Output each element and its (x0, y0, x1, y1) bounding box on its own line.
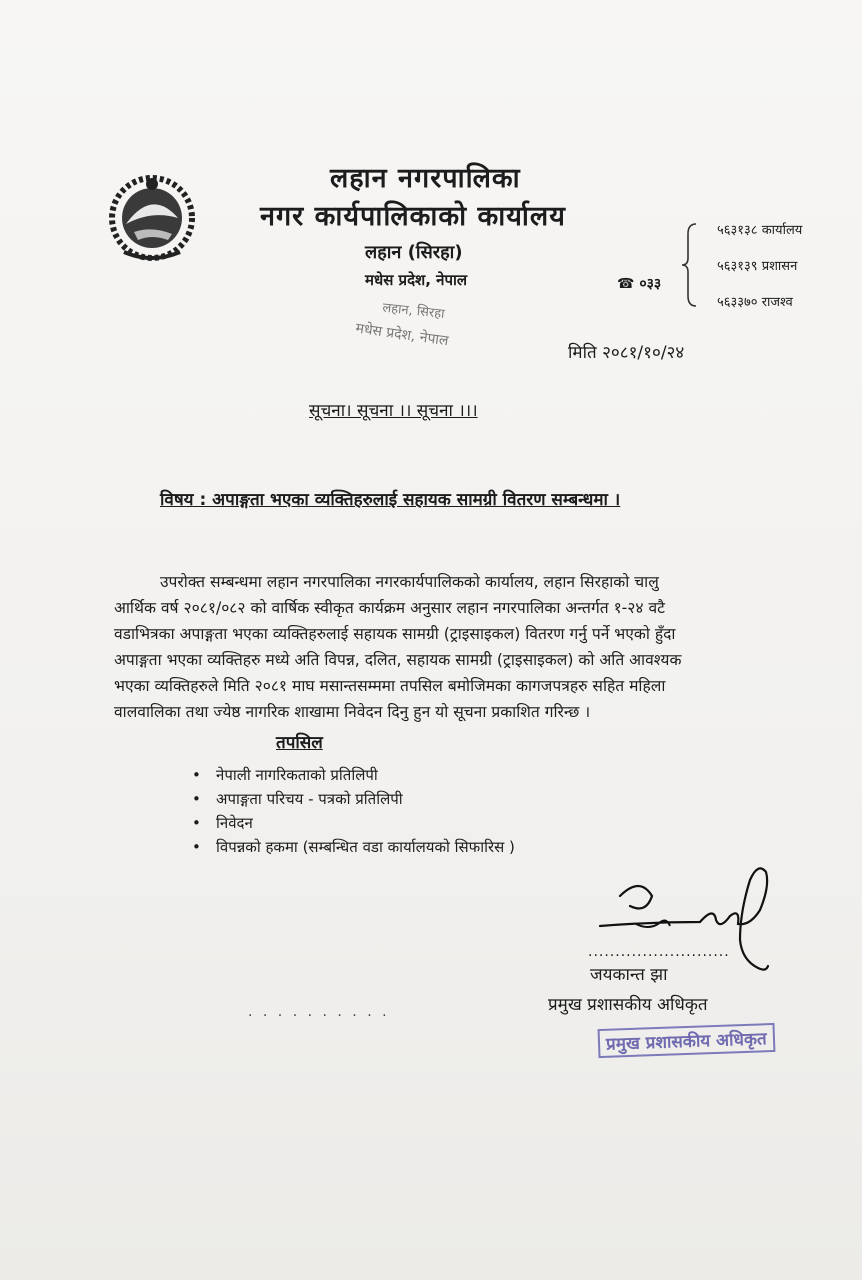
list-item: • अपाङ्गता परिचय - पत्रको प्रतिलिपी (190, 788, 515, 812)
office-place: लहान (सिरहा) (365, 242, 463, 263)
list-item: • नेपाली नागरिकताको प्रतिलिपी (190, 764, 515, 788)
body-line: भएका व्यक्तिहरुले मिति २०८१ माघ मसान्तसम्ममा तपसिल बमोजिमका कागजपत्रहरु सहित महिला (114, 677, 666, 695)
municipality-name: लहान नगरपालिका (330, 163, 521, 194)
signatory-title: प्रमुख प्रशासकीय अधिकृत (548, 995, 708, 1015)
tapsil-list (190, 764, 515, 860)
body-line: वालवालिका तथा ज्येष्ठ नागरिक शाखामा निवेदन दिनु हुन यो सूचना प्रकाशित गरिन्छ । (114, 703, 591, 721)
notice-subject: विषय : अपाङ्गता भएका व्यक्तिहरुलाई सहायक सामग्री वितरण सम्बन्धमा । (160, 490, 621, 510)
phone-admin: ५६३१३९ प्रशासन (717, 259, 798, 274)
list-item: • निवेदन (190, 812, 515, 836)
brace-icon (680, 222, 700, 308)
signatory-name: जयकान्त झा (590, 965, 668, 985)
phone-office: ५६३१३८ कार्यालय (717, 223, 803, 238)
footer-dots: . . . . . . . . . . (248, 1004, 390, 1020)
designation-stamp: प्रमुख प्रशासकीय अधिकृत (598, 1023, 776, 1058)
nepal-emblem-icon (104, 168, 200, 264)
stamp-line-2: मधेस प्रदेश, नेपाल (354, 320, 450, 350)
phone-revenue: ५६३३७० राजश्व (717, 295, 793, 310)
notice-title: सूचना। सूचना ।। सूचना ।।। (309, 401, 478, 421)
notice-date: मिति २०८१/१०/२४ (568, 343, 685, 363)
body-line: उपरोक्त सम्बन्धमा लहान नगरपालिका नगरकार्यपालिकको कार्यालय, लहान सिरहाको चालु (160, 573, 659, 591)
office-name: नगर कार्यपालिकाको कार्यालय (260, 201, 566, 232)
stamp-line-1: लहान, सिरहा (381, 300, 446, 322)
signature-line: .......................... (588, 944, 730, 960)
tapsil-heading: तपसिल (276, 733, 323, 753)
office-province: मधेस प्रदेश, नेपाल (365, 271, 468, 289)
phone-code: ☎ ०३३ (617, 276, 662, 292)
office-stamp (345, 292, 505, 356)
list-item: • विपन्नको हकमा (सम्बन्धित वडा कार्यालयको सिफारिस ) (190, 836, 515, 860)
body-line: वडाभित्रका अपाङ्गता भएका व्यक्तिहरुलाई सहायक सामग्री (ट्राइसाइकल) वितरण गर्नु पर्ने भएको हुँदा (114, 625, 676, 643)
body-line: आर्थिक वर्ष २०८१/०८२ को वार्षिक स्वीकृत कार्यक्रम अनुसार लहान नगरपालिका अन्तर्गत १-२४ वटै (114, 599, 666, 617)
body-line: अपाङ्गता भएका व्यक्तिहरु मध्ये अति विपन्न, दलित, सहायक सामग्री (ट्राइसाइकल) को अति आवश्यक (114, 651, 682, 669)
